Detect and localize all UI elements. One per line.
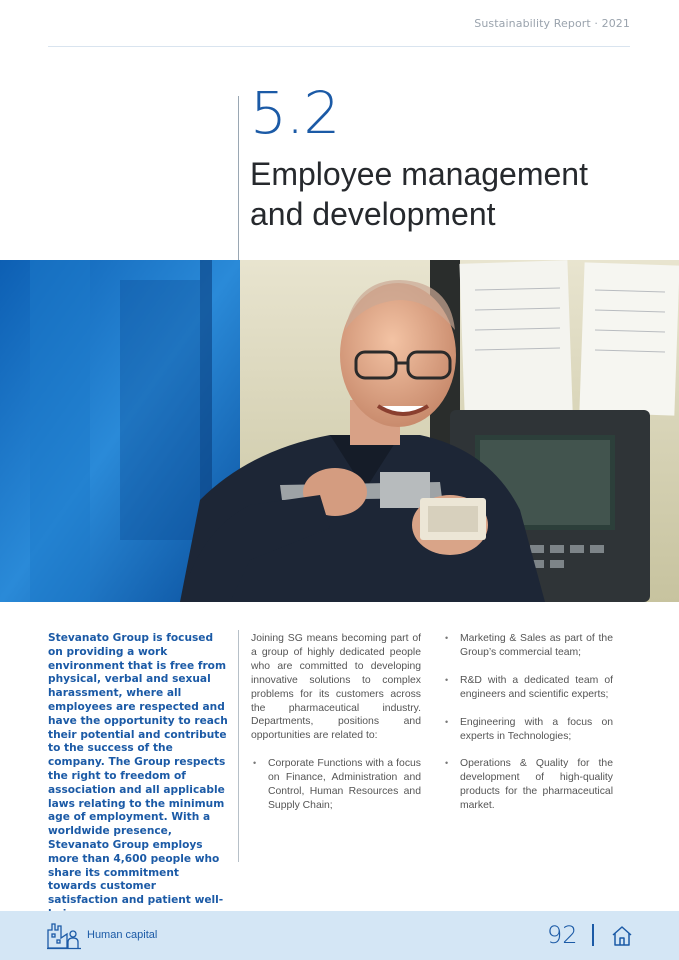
intro-highlight-text: Stevanato Group is focused on providing a work environment that is free from physical, verbal and sexual harassment, where all employees are respected and have the opportunity to reach their potential and contribute to the success of the company. The Group respects the right to freedom of association and all applicable laws relating to the minimum age of employment. With a worldwide presence, Stevanato Group employs more than 4,600 people who share its commitment towards customer satisfaction and patient well- (48, 632, 228, 907)
body-vertical-divider (238, 630, 239, 862)
body-paragraph: Joining SG means becoming part of a group of highly dedicated people who are committed to developing innovative solutions to complex problems for its customers across the pharmaceutical industry. Departments, positions and opportunities are related to: (251, 633, 421, 742)
bullet-list-right (443, 632, 613, 813)
header-divider (48, 46, 630, 47)
footer-section-label[interactable]: Human capital (87, 929, 158, 941)
footer-separator (592, 924, 594, 946)
list-item: • Operations & Quality for the development of high-quality products for the pharmaceutical market. (443, 757, 613, 813)
list-item: • Engineering with a focus on experts in Technologies; (443, 716, 613, 744)
page-footer (0, 911, 679, 960)
section-title (250, 154, 650, 234)
home-icon[interactable] (611, 925, 633, 947)
hero-photo (0, 260, 679, 602)
section-title-line-2: and development (250, 196, 496, 232)
title-vertical-divider (238, 96, 239, 261)
section-number: 5.2 (250, 79, 340, 147)
human-capital-icon[interactable] (47, 920, 81, 950)
bullet-list-left (251, 757, 421, 813)
list-item: • Corporate Functions with a focus on Finance, Administration and Control, Human Resources and Supply Chain; (251, 757, 421, 813)
list-item: • R&D with a dedicated team of engineers and scientific experts; (443, 674, 613, 702)
list-item: • Marketing & Sales as part of the Group’s commercial team; (443, 632, 613, 660)
photo-worker-illustration (0, 260, 679, 602)
body-column-right (443, 632, 613, 827)
body-column-left (251, 632, 421, 813)
header-report-title: Sustainability Report · 2021 (474, 17, 630, 30)
page-number: 92 (547, 921, 578, 949)
section-title-line-1: Employee management (250, 156, 588, 192)
